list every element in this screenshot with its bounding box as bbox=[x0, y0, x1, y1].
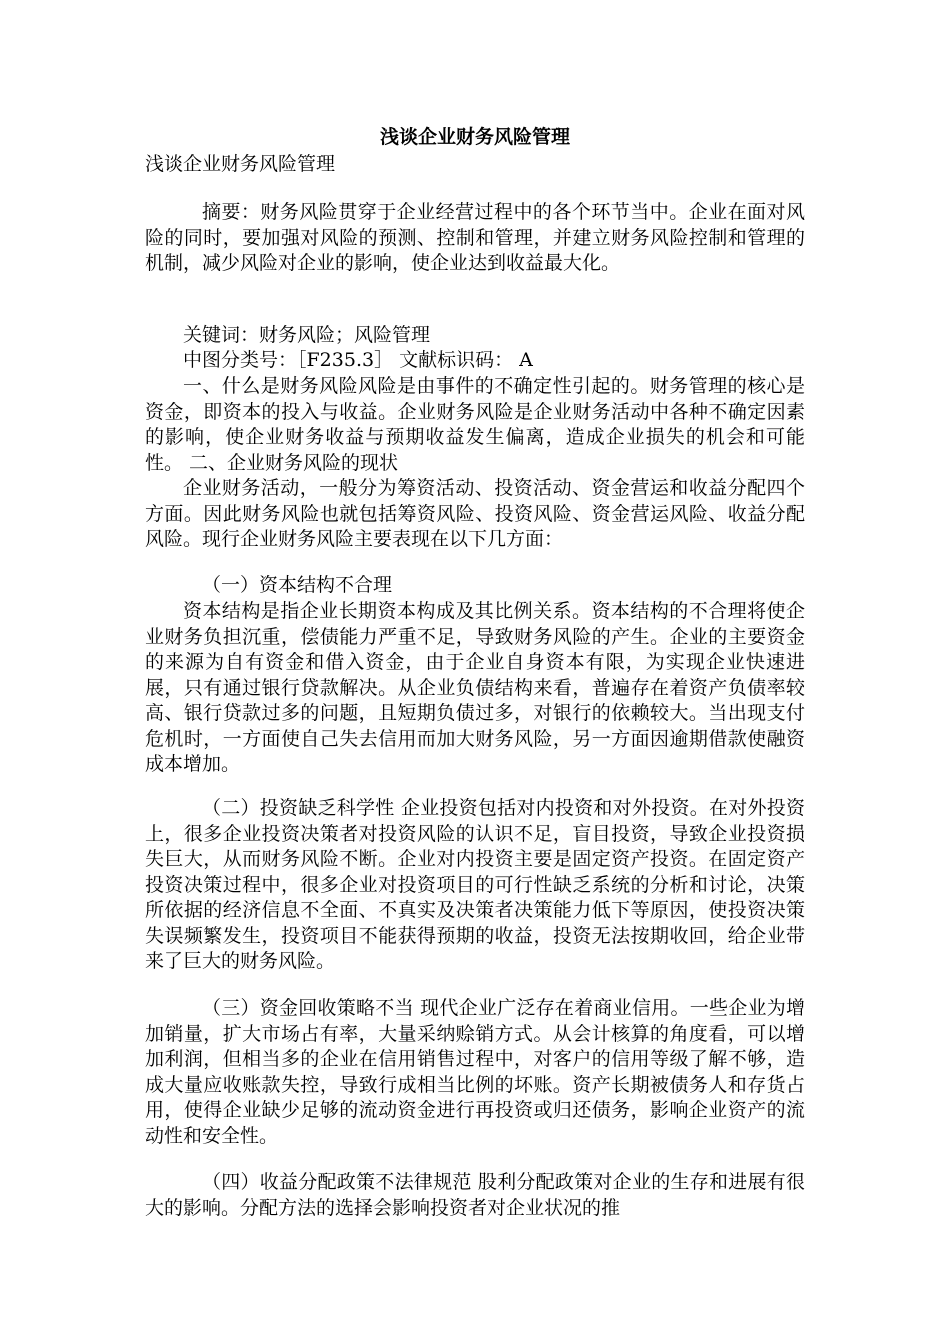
capital-recovery-paragraph: （三）资金回收策略不当 现代企业广泛存在着商业信用。一些企业为增加销量，扩大市场占有率，大量采纳赊销方式。从会计核算的角度看，可以增加利润，但相当多的企业在信用销售过程中，对客户的信用等级了解不够，造成大量应收账款失控，导致行成相当比例的坏账。资产长期被债务人和存货占用，使得企业缺少足够的流动资金进行再投资或归还债务，影响企业资产的流动性和安全性。 bbox=[145, 997, 805, 1147]
document-title: 浅谈企业财务风险管理 bbox=[379, 126, 570, 148]
document-subtitle: 浅谈企业财务风险管理 bbox=[145, 153, 336, 175]
heading-capital-structure: （一）资本结构不合理 bbox=[202, 574, 393, 596]
investment-paragraph: （二）投资缺乏科学性 企业投资包括对内投资和对外投资。在对外投资上，很多企业投资决策者对投资风险的认识不足，盲目投资，导致企业投资损失巨大，从而财务风险不断。企业对内投资主要是固定资产投资。在固定资产投资决策过程中，很多企业对投资项目的可行性缺乏系统的分析和讨论，决策所依据的经济信息不全面、不真实及决策者决策能力低下等原因，使投资决策失误频繁发生，投资项目不能获得预期的收益，投资无法按期收回，给企业带来了巨大的财务风险。 bbox=[145, 797, 805, 972]
section-one-paragraph: 一、什么是财务风险风险是由事件的不确定性引起的。财务管理的核心是资金，即资本的投入与收益。企业财务风险是企业财务活动中各种不确定因素的影响，使企业财务收益与预期收益发生偏离，造成企业损失的机会和可能性。 二、企业财务风险的现状 bbox=[145, 375, 805, 474]
keywords-line: 关键词：财务风险；风险管理 bbox=[183, 324, 431, 346]
abstract-paragraph: 摘要：财务风险贯穿于企业经营过程中的各个环节当中。企业在面对风险的同时，要加强对风险的预测、控制和管理，并建立财务风险控制和管理的机制，减少风险对企业的影响，使企业达到收益最大化。 bbox=[145, 201, 805, 274]
capital-structure-paragraph: 资本结构是指企业长期资本构成及其比例关系。资本结构的不合理将使企业财务负担沉重，偿债能力严重不足，导致财务风险的产生。企业的主要资金的来源为自有资金和借入资金，由于企业自身资本有限，为实现企业快速进展，只有通过银行贷款解决。从企业负债结构来看，普遍存在着资产负债率较高、银行贷款过多的问题，且短期负债过多，对银行的依赖较大。当出现支付危机时，一方面使自己失去信用而加大财务风险，另一方面因逾期借款使融资成本增加。 bbox=[145, 600, 805, 775]
classification-line: 中图分类号：［F235.3］ 文献标识码： A bbox=[183, 349, 533, 371]
profit-distribution-paragraph: （四）收益分配政策不法律规范 股利分配政策对企业的生存和进展有很大的影响。分配方法的选择会影响投资者对企业状况的推 bbox=[145, 1171, 805, 1219]
financial-activities-paragraph: 企业财务活动，一般分为筹资活动、投资活动、资金营运和收益分配四个方面。因此财务风险也就包括筹资风险、投资风险、资金营运风险、收益分配风险。现行企业财务风险主要表现在以下几方面： bbox=[145, 477, 805, 550]
